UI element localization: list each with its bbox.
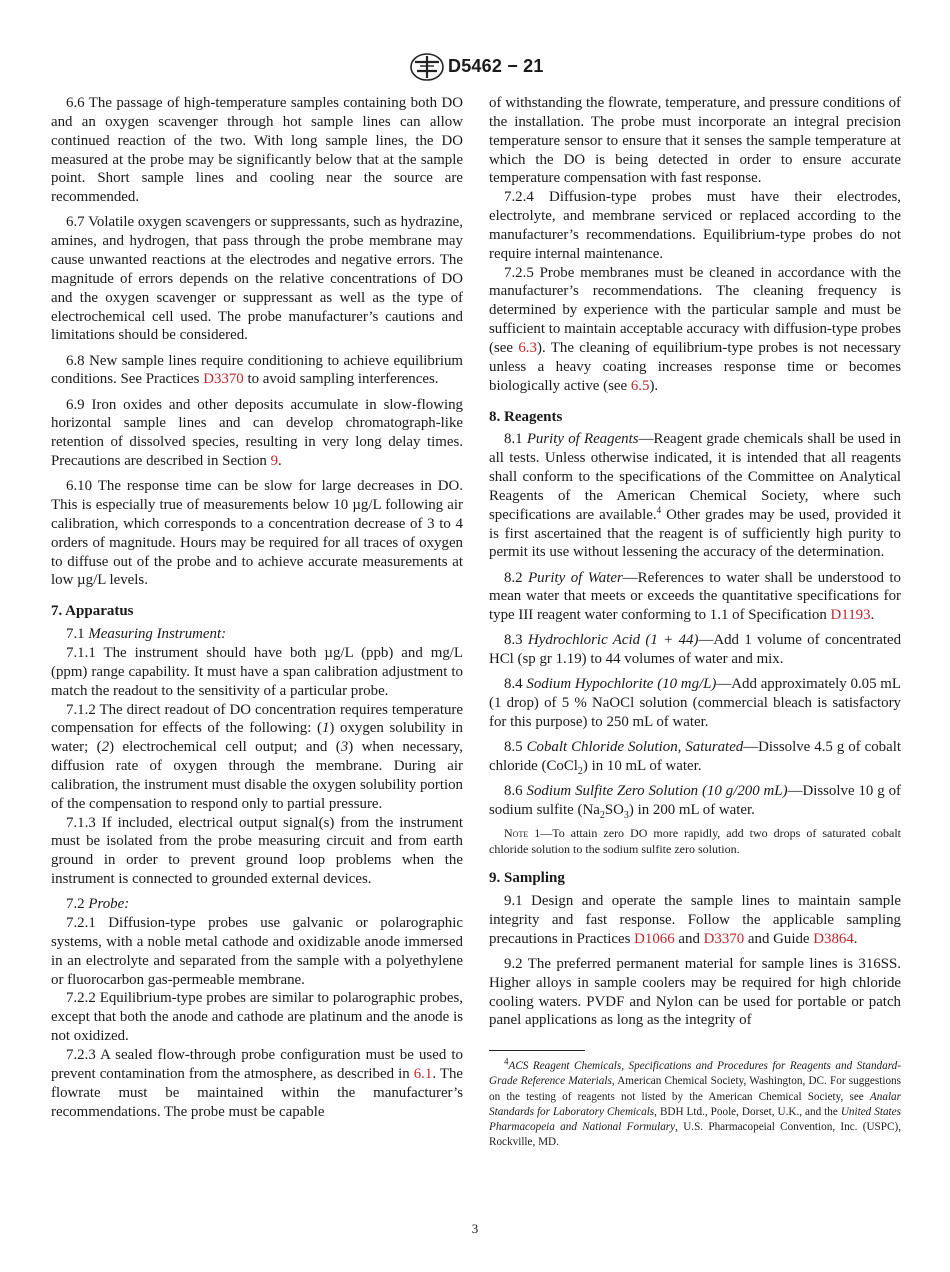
paragraph-8-4: 8.4 Sodium Hypochlorite (10 mg/L)—Add approximately 0.05 mL (1 drop) of 5 % NaOCl solution (commercial bleach is satisfactory for this purpose) to 250 mL of water. xyxy=(489,676,901,731)
standard-designation: D5462 − 21 xyxy=(448,56,544,76)
paragraph-6-10: 6.10 The response time can be slow for large decreases in DO. This is especially true of measurements below 10 µg/L following air calibration, which corresponds to a concentration decrease of 3 to 4 orders of magnitude. Hours may be required for all traces of oxygen to diffuse out of the probe and to achieve accurate measurements at low µg/L levels. xyxy=(51,478,463,589)
paragraph-7-2-3: 7.2.3 A sealed flow-through probe configuration must be used to prevent contamination from the atmosphere, as described in 6.1. The flowrate must be maintained within the manufacturer’s recommendations. The probe must be capable xyxy=(51,1046,464,1120)
paragraph-8-6: 8.6 Sodium Sulfite Zero Solution (10 g/200 mL)—Dissolve 10 g of sodium sulfite $(Na_2SO_3)$ in 200 mL of water. xyxy=(489,783,901,821)
ref-link-section-9[interactable]: 9 xyxy=(270,453,279,470)
paragraph-7-1-3: 7.1.3 If included, electrical output signal(s) from the instrument must be isolated from the probe measuring circuit and from earth ground in order to prevent ground loop problems when the instrument is connected to grounded external devices. xyxy=(51,814,463,888)
footnote-4: $^4$ACS Reagent Chemicals, Specifications and Procedures for Reagents and Standard-Grade Reference Materials, American Chemical Society, Washington, DC. For suggestions on the testing of reagents not listed by the American Chemical Society, see Analar Standards for Laboratory Chemicals, BDH Ltd., Poole, Dorset, U.K., and the United States Pharmacopeia and National Formulary, U.S. Pharmacopeial Convention, Inc. (USPC), Rockville, MD. xyxy=(489,1056,901,1149)
ref-link-d3370[interactable]: D3370 xyxy=(203,371,244,388)
paragraph-6-7: 6.7 Volatile oxygen scavengers or suppressants, such as hydrazine, amines, and hydrogen, that pass through the probe membrane may cause unwanted reactions at the electrodes and negative errors. The magnitude of errors depends on the relative concentrations of DO and the oxygen scavenger or suppressant as well as the type of electrochemical cell used. The probe manufacturer’s cautions and limitations should be considered. xyxy=(51,214,463,344)
astm-logo-icon xyxy=(408,53,446,81)
paragraph-8-1: 8.1 Purity of Reagents—Reagent grade chemicals shall be used in all tests. Unless otherwise indicated, it is intended that all reagents shall conform to the specifications of the Committee on Analytical Reagents of the American Chemical Society, where such specifications are available.$^4$ Other grades may be used, provided it is first ascertained that the reagent is of sufficiently high purity to permit its use without lessening the accuracy of the determination. xyxy=(489,431,901,561)
ref-link-6-3[interactable]: 6.3 xyxy=(518,339,537,356)
ref-link-d1193[interactable]: D1193 xyxy=(830,607,871,624)
paragraph-7-2-4: 7.2.4 Diffusion-type probes must have their electrodes, electrolyte, and membrane serviced or replaced according to the manufacturer’s recommendations. Equilibrium-type probes do not require internal maintenance. xyxy=(489,189,901,262)
paragraph-7-1-2: 7.1.2 The direct readout of DO concentration requires temperature compensation for effects of the following: (1) oxygen solubility in water; (2) electrochemical cell output; and (3) when necessary, diffusion rate of oxygen through the membrane. During air calibration, the instrument must disable the oxygen solubility portion of the compensation to respond only to partial pressure. xyxy=(51,701,463,812)
paragraph-6-8: 6.8 New sample lines require conditioning to achieve equilibrium conditions. See Practices D3370 to avoid sampling interferences. xyxy=(51,352,463,388)
paragraph-9-1: 9.1 Design and operate the sample lines to maintain sample integrity and fast response. Follow the applicable sampling precautions in Practices D1066 and D3370 and Guide D3864. xyxy=(489,893,901,947)
footnote-ref-4[interactable]: 4 xyxy=(656,504,662,515)
paragraph-6-9: 6.9 Iron oxides and other deposits accumulate in slow-flowing horizontal sample lines and can develop chromatograph-like retention of dissolved species, resulting in very long delay times. Precautions are described in Section 9. xyxy=(51,396,463,470)
page-header xyxy=(0,56,950,82)
paragraph-7-2: 7.2 Probe: xyxy=(66,896,130,913)
paragraph-7-2-2: 7.2.2 Equilibrium-type probes are similar to polarographic probes, except that both the anode and cathode are platinum and the anode is not oxidized. xyxy=(51,990,463,1045)
page-number: 3 xyxy=(471,1221,479,1236)
paragraph-8-3: 8.3 Hydrochloric Acid (1 + 44)—Add 1 volume of concentrated HCl (sp gr 1.19) to 44 volumes of water and mix. xyxy=(489,632,902,668)
section-heading-reagents: 8. Reagents xyxy=(489,408,563,425)
paragraph-7-2-1: 7.2.1 Diffusion-type probes use galvanic or polarographic systems, with a noble metal cathode and oxidizable anode immersed in an electrolyte and separated from the sample with a polyethylene or fluorocarbon gas-permeable membrane. xyxy=(51,915,463,988)
right-column xyxy=(489,94,901,1157)
paragraph-6-6: 6.6 The passage of high-temperature samples containing both DO and an oxygen scavenger through hot sample lines can allow continued reaction of the two. With long sample lines, the DO measured at the probe may be significantly below that at the sample point. Short sample lines and cooling near the source are recommended. xyxy=(51,95,463,206)
left-column xyxy=(51,94,463,1121)
ref-link-d1066[interactable]: D1066 xyxy=(634,930,675,947)
paragraph-7-2-3-continued: of withstanding the flowrate, temperature, and pressure conditions of the installation. The probe must incorporate an integral precision temperature sensor to ensure that it senses the sample temperature at which the DO is being detected in order to ensure accurate temperature compensation with fast response. xyxy=(489,95,901,187)
paragraph-7-1-1: 7.1.1 The instrument should have both µg/L (ppb) and mg/L (ppm) range capability. It must have a span calibration adjustment to match the readout to the sensitivity of a particular probe. xyxy=(51,644,463,699)
section-heading-apparatus: 7. Apparatus xyxy=(51,603,134,620)
paragraph-9-2: 9.2 The preferred permanent material for sample lines is 316SS. Higher alloys in sample coolers may be required for high chloride cooling waters. PVDF and Nylon can be used for portable or patch panel applications as long as the integrity of xyxy=(489,955,901,1029)
paragraph-8-5: 8.5 Cobalt Chloride Solution, Saturated—Dissolve 4.5 g of cobalt chloride (CoCl$_2$) in 10 mL of water. xyxy=(489,739,901,777)
paragraph-8-2: 8.2 Purity of Water—References to water shall be understood to mean water that meets or exceeds the quantitative specifications for type III reagent water conforming to 1.1 of Specification D1193. xyxy=(489,569,901,624)
ref-link-d3864[interactable]: D3864 xyxy=(813,930,854,947)
section-heading-sampling: 9. Sampling xyxy=(489,870,565,887)
footnote-divider xyxy=(489,1050,585,1051)
paragraph-7-1: 7.1 Measuring Instrument: xyxy=(66,626,227,643)
ref-link-d3370-b[interactable]: D3370 xyxy=(703,930,745,947)
ref-link-6-1[interactable]: 6.1 xyxy=(413,1065,433,1082)
ref-link-6-5[interactable]: 6.5 xyxy=(630,377,650,394)
paragraph-7-2-5: 7.2.5 Probe membranes must be cleaned in accordance with the manufacturer’s recommendations. The cleaning frequency is determined by experience with the particular sample and must be sufficient to maintain acceptable accuracy with diffusion-type probes (see 6.3). The cleaning of equilibrium-type probes is not necessary unless a heavy coating increases response time or becomes biologically active (see 6.5). xyxy=(489,264,902,394)
note-1: Note 1—To attain zero DO more rapidly, add two drops of saturated cobalt chloride solution to the sodium sulfite zero solution. xyxy=(489,826,901,856)
